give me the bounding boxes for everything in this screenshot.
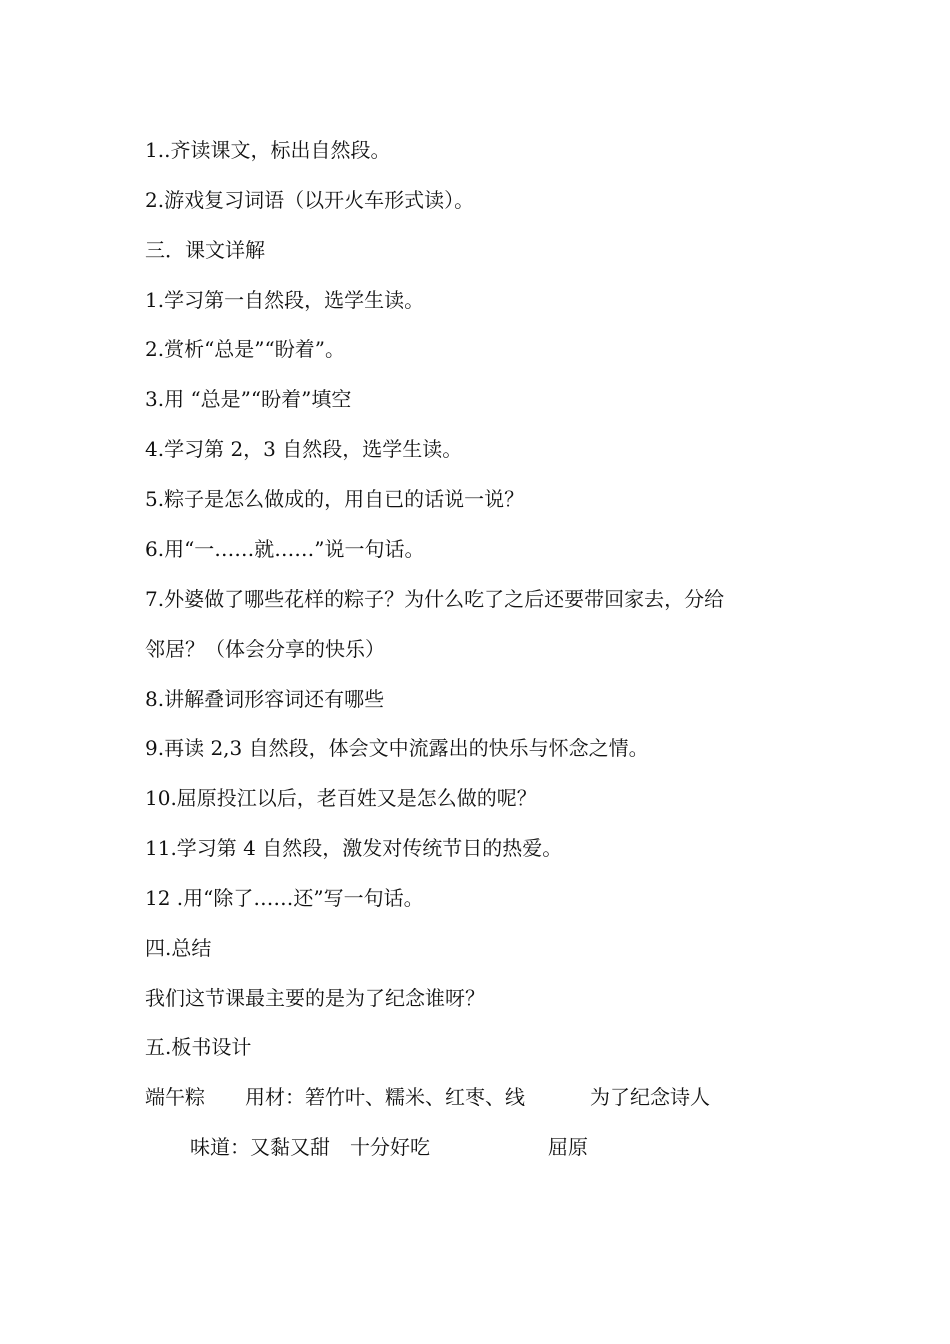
board-title: 端午粽 (145, 1085, 205, 1109)
board-person: 屈原 (548, 1135, 588, 1159)
text-line: 1..齐读课文，标出自然段。 (145, 138, 391, 162)
text-line: 2.赏析“总是”“盼着”。 (145, 337, 345, 361)
board-taste: 味道：又黏又甜 十分好吃 (190, 1135, 430, 1159)
section-heading: 五.板书设计 (145, 1035, 252, 1059)
board-purpose: 为了纪念诗人 (590, 1085, 710, 1109)
text-line: 3.用 “总是”“盼着”填空 (145, 387, 352, 411)
text-line: 10.屈原投江以后，老百姓又是怎么做的呢？ (145, 786, 537, 810)
board-materials: 用材：箬竹叶、糯米、红枣、线 (245, 1085, 525, 1109)
text-line: 11.学习第 4 自然段，激发对传统节日的热爱。 (145, 836, 563, 860)
text-line: 9.再读 2,3 自然段，体会文中流露出的快乐与怀念之情。 (145, 736, 649, 760)
text-line: 8.讲解叠词形容词还有哪些 (145, 687, 385, 711)
text-line: 12 .用“除了……还”写一句话。 (145, 886, 424, 910)
text-line: 7.外婆做了哪些花样的粽子？为什么吃了之后还要带回家去，分给 (145, 587, 725, 611)
text-line: 我们这节课最主要的是为了纪念谁呀？ (145, 986, 485, 1010)
text-line: 5.粽子是怎么做成的，用自已的话说一说？ (145, 487, 525, 511)
text-line: 6.用“一……就……”说一句话。 (145, 537, 425, 561)
text-line: 1.学习第一自然段，选学生读。 (145, 288, 425, 312)
section-heading: 三．课文详解 (145, 238, 265, 262)
text-line: 2.游戏复习词语（以开火车形式读）。 (145, 188, 475, 212)
text-line: 4.学习第 2，3 自然段，选学生读。 (145, 437, 463, 461)
text-line: 邻居？（体会分享的快乐） (145, 637, 385, 661)
section-heading: 四.总结 (145, 936, 212, 960)
